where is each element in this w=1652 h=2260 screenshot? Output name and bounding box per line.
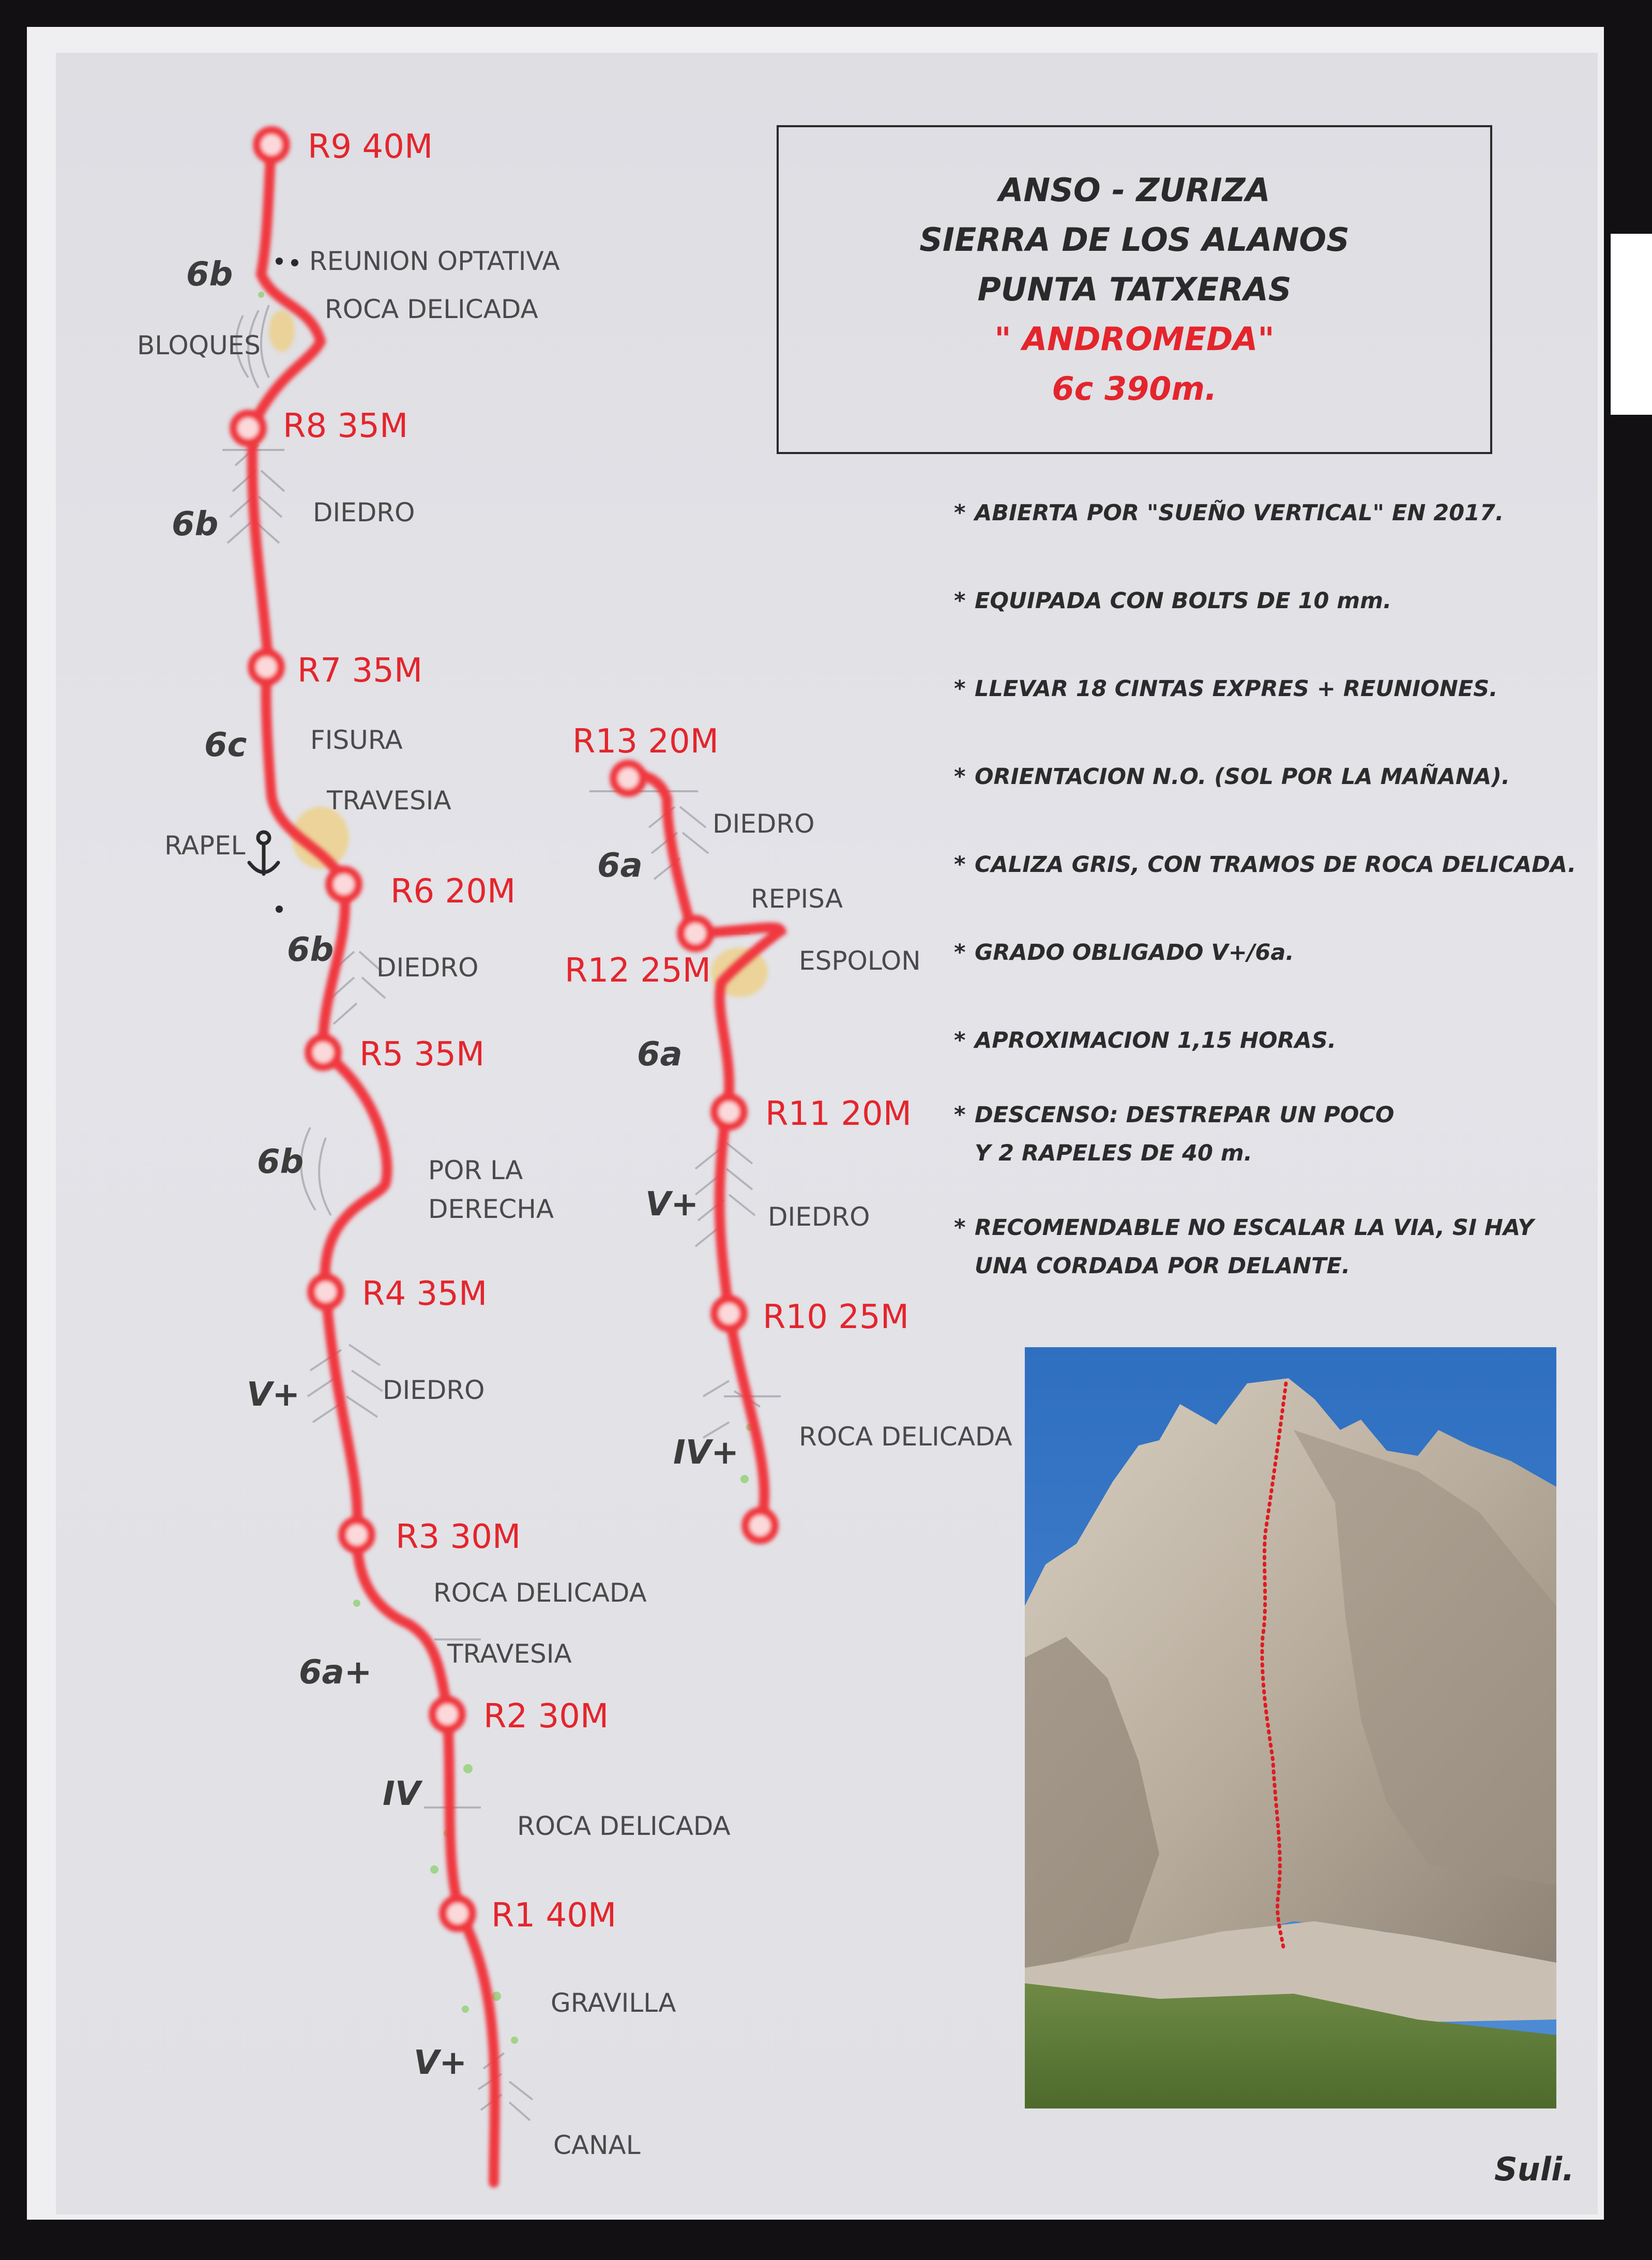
belay-label: R1 40M: [491, 1896, 617, 1935]
mountain-photo: [1025, 1347, 1556, 2108]
bullet-star: *: [954, 1215, 966, 1241]
info-text: GRADO OBLIGADO V+/6a.: [975, 940, 1294, 966]
feature-note: RAPEL: [164, 831, 246, 861]
belay-label: R5 35M: [359, 1035, 485, 1074]
info-item: [954, 1096, 1595, 1172]
grade-label: IV+: [673, 1434, 739, 1472]
feature-note: ROCA DELICADA: [325, 294, 538, 324]
feature-note: POR LA: [428, 1155, 523, 1185]
bullet-star: *: [954, 940, 966, 966]
feature-note: BLOQUES: [137, 330, 261, 360]
feature-note: DIEDRO: [768, 1202, 870, 1232]
feature-note: GRAVILLA: [551, 1988, 676, 2018]
grade-label: V+: [247, 1376, 300, 1414]
grade-label: 6a+: [299, 1653, 372, 1692]
feature-note: ESPOLON: [799, 946, 921, 976]
belay-ring-r13: [614, 764, 643, 793]
feature-note: DIEDRO: [383, 1375, 485, 1405]
info-item: [954, 758, 1595, 796]
info-text: RECOMENDABLE NO ESCALAR LA VIA, SI HAY UNA CORDADA POR DELANTE.: [975, 1215, 1534, 1279]
info-item: [954, 670, 1595, 708]
grade-label: 6c: [204, 726, 247, 764]
belay-label: R9 40M: [308, 128, 433, 166]
bullet-star: *: [954, 500, 966, 526]
belay-label: R6 20M: [390, 872, 516, 911]
feature-note: TRAVESIA: [447, 1639, 572, 1669]
grade-label: 6a: [637, 1035, 683, 1074]
belay-ring-r10: [715, 1299, 744, 1328]
bullet-star: *: [954, 764, 966, 790]
info-item: [954, 846, 1595, 884]
belay-ring-r2: [433, 1700, 462, 1729]
feature-note: TRAVESIA: [327, 786, 451, 816]
grade-label: 6a: [597, 847, 643, 885]
info-text: CALIZA GRIS, CON TRAMOS DE ROCA DELICADA.: [975, 852, 1577, 878]
belay-label: R12 25M: [565, 952, 711, 990]
feature-note: REUNION OPTATIVA: [309, 246, 560, 276]
belay-ring-r7: [252, 653, 281, 682]
belay-label: R10 25M: [763, 1298, 909, 1336]
bullet-star: *: [954, 676, 966, 702]
feature-note: CANAL: [553, 2130, 641, 2160]
info-text: ORIENTACION N.O. (SOL POR LA MAÑANA).: [975, 764, 1510, 790]
belay-ring-r1: [443, 1899, 472, 1928]
feature-note: ROCA DELICADA: [799, 1422, 1012, 1452]
belay-ring-r11: [715, 1097, 744, 1126]
belay-ring-r8: [234, 414, 263, 443]
grade-label: V+: [414, 2044, 467, 2082]
belay-label: R2 30M: [483, 1697, 609, 1736]
grade-label: 6b: [186, 255, 233, 294]
grade-label: V+: [645, 1185, 699, 1224]
belay-ring-r3: [342, 1520, 371, 1549]
bullet-star: *: [954, 588, 966, 614]
route-info-list: [954, 494, 1595, 1335]
grade-label: IV: [383, 1775, 421, 1813]
peak-title: PUNTA TATXERAS: [977, 270, 1292, 308]
info-item: [954, 1021, 1595, 1060]
info-text: DESCENSO: DESTREPAR UN POCO Y 2 RAPELES DE 40 m.: [975, 1102, 1395, 1166]
info-item: [954, 933, 1595, 972]
belay-label: R4 35M: [362, 1275, 488, 1313]
info-text: LLEVAR 18 CINTAS EXPRES + REUNIONES.: [975, 676, 1498, 702]
feature-note: DIEDRO: [713, 809, 815, 839]
belay-label: R8 35M: [283, 407, 408, 445]
route-end-ring: [746, 1511, 775, 1540]
belay-label: R3 30M: [396, 1518, 521, 1556]
feature-note: ROCA DELICADA: [433, 1578, 647, 1608]
route-grade-length: 6c 390m.: [1052, 370, 1217, 408]
belay-label: R11 20M: [765, 1095, 912, 1133]
area-title: ANSO - ZURIZA: [998, 171, 1270, 209]
range-title: SIERRA DE LOS ALANOS: [919, 221, 1350, 259]
info-text: EQUIPADA CON BOLTS DE 10 mm.: [975, 588, 1392, 614]
info-text: ABIERTA POR "SUEÑO VERTICAL" EN 2017.: [975, 500, 1504, 526]
info-item: [954, 1209, 1595, 1285]
bullet-star: *: [954, 1102, 966, 1128]
feature-note: REPISA: [751, 884, 843, 914]
feature-note: DIEDRO: [376, 953, 479, 983]
grade-label: 6b: [287, 931, 334, 969]
info-item: [954, 582, 1595, 620]
anchor-icon: [249, 832, 278, 874]
feature-note: DERECHA: [428, 1194, 554, 1224]
author-signature: Suli.: [1494, 2150, 1574, 2188]
feature-note: FISURA: [310, 725, 403, 755]
route-title-box: [777, 125, 1492, 454]
grade-label: 6b: [257, 1143, 304, 1181]
belay-ring-r5: [309, 1038, 338, 1067]
belay-ring-r9: [257, 130, 286, 159]
belay-label: R7 35M: [297, 652, 423, 690]
bullet-star: *: [954, 852, 966, 878]
grade-label: 6b: [172, 505, 219, 544]
feature-note: DIEDRO: [313, 498, 415, 528]
belay-ring-r12: [681, 919, 710, 948]
belay-ring-r4: [311, 1277, 340, 1306]
info-text: APROXIMACION 1,15 HORAS.: [975, 1028, 1337, 1053]
info-item: [954, 494, 1595, 532]
mountain-photo-drawing: [1025, 1347, 1556, 2108]
belay-label: R13 20M: [572, 722, 719, 761]
route-name: " ANDROMEDA": [994, 320, 1275, 358]
belay-ring-r6: [329, 870, 358, 899]
feature-note: ROCA DELICADA: [517, 1811, 731, 1841]
bullet-star: *: [954, 1028, 966, 1053]
